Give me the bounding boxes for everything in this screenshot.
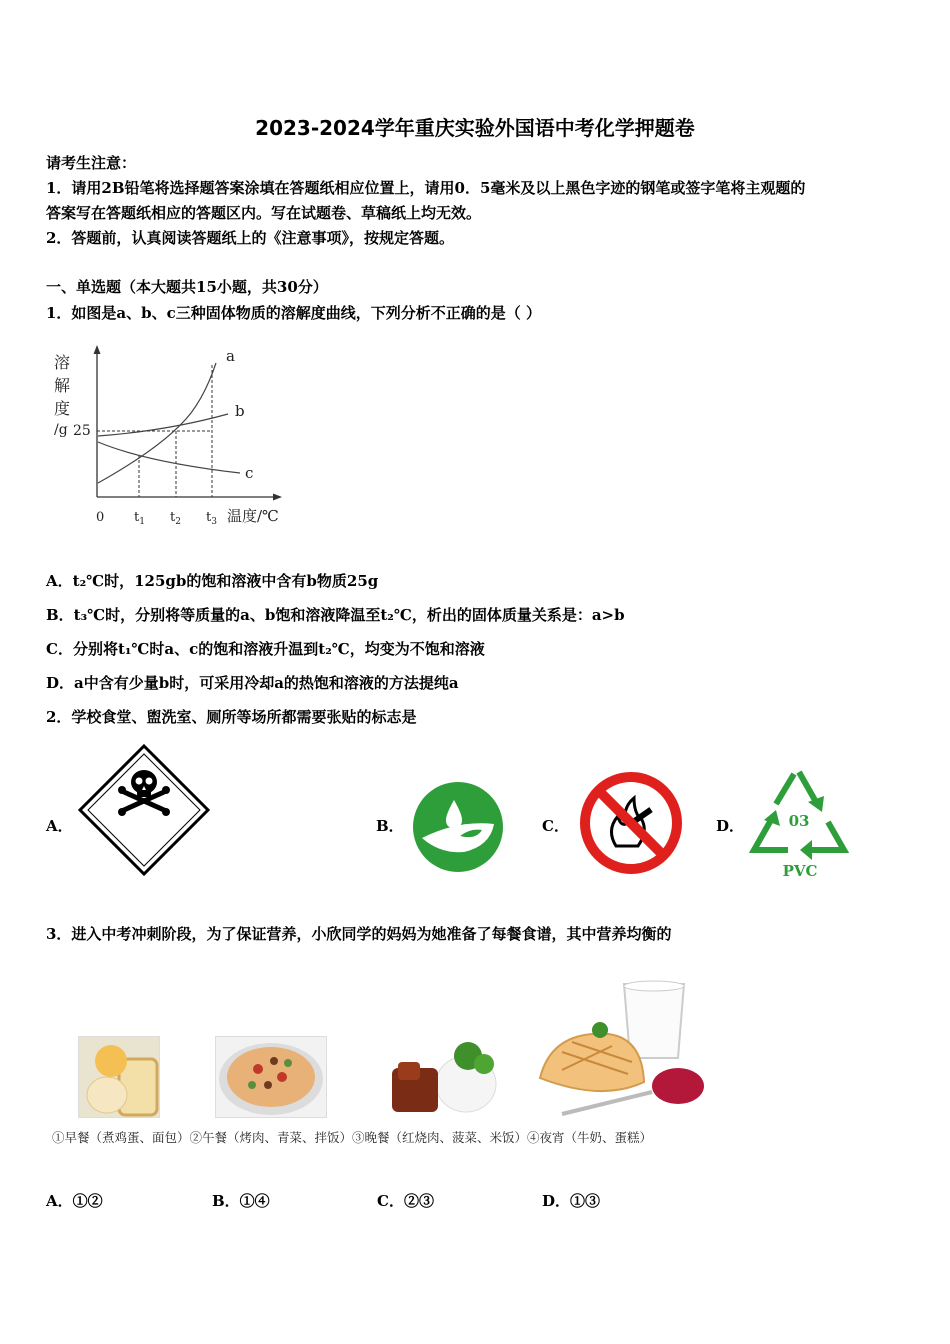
q1-option-a: A．t₂℃时，125gb的饱和溶液中含有b物质25g bbox=[46, 572, 379, 590]
x-axis-arrow bbox=[273, 494, 282, 501]
curve-a bbox=[98, 363, 216, 483]
q1-option-c: C．分别将t₁℃时a、c的饱和溶液升温到t₂℃，均变为不饱和溶液 bbox=[46, 640, 485, 658]
page-title: 2023-2024学年重庆实验外国语中考化学押题卷 bbox=[255, 116, 695, 140]
label-a: a bbox=[226, 347, 235, 365]
ylabel-char-2: 解 bbox=[54, 376, 71, 395]
curve-c bbox=[98, 442, 240, 473]
toxic-sign-icon bbox=[76, 742, 212, 878]
q3-option-b: B．①④ bbox=[212, 1192, 270, 1210]
curve-b bbox=[98, 414, 228, 436]
notice-line-1b: 答案写在答题纸相应的答题区内。写在试题卷、草稿纸上均无效。 bbox=[46, 204, 482, 222]
q3-option-d: D．①③ bbox=[542, 1192, 601, 1210]
ylabel-char-1: 溶 bbox=[54, 353, 71, 372]
breakfast-image bbox=[78, 1036, 160, 1118]
section-heading: 一、单选题（本大题共15小题，共30分） bbox=[46, 278, 328, 296]
label-b: b bbox=[235, 402, 245, 420]
x-axis-label: 温度/℃ bbox=[227, 507, 279, 525]
label-c: c bbox=[245, 464, 254, 482]
water-saving-sign-icon bbox=[410, 780, 506, 874]
y-axis-arrow bbox=[94, 345, 101, 354]
q3-stem: 3．进入中考冲刺阶段，为了保证营养，小欣同学的妈妈为她准备了每餐食谱，其中营养均衡的 bbox=[46, 925, 672, 943]
tick-t1: $t_1$ bbox=[134, 510, 145, 527]
q2-label-d: D． bbox=[716, 817, 745, 835]
tick-t2: $t_2$ bbox=[170, 510, 181, 527]
ylabel-char-4: /g bbox=[54, 422, 68, 438]
recycle-text: PVC bbox=[782, 862, 818, 880]
q3-caption: ①早餐（煮鸡蛋、面包）②午餐（烤肉、青菜、拌饭）③晚餐（红烧肉、菠菜、米饭）④夜宵（牛奶、蛋糕） bbox=[52, 1130, 653, 1145]
recycle-number: 03 bbox=[788, 812, 810, 830]
q2-label-c: C． bbox=[542, 817, 569, 835]
ylabel-char-3: 度 bbox=[54, 399, 71, 418]
q2-label-b: B． bbox=[376, 817, 404, 835]
q3-option-c: C．②③ bbox=[377, 1192, 434, 1210]
tick-t3: $t_3$ bbox=[206, 510, 217, 527]
dinner-image bbox=[388, 1040, 498, 1120]
snack-image bbox=[532, 974, 708, 1124]
origin-label: 0 bbox=[96, 510, 105, 525]
solubility-graph bbox=[46, 335, 296, 535]
lunch-image bbox=[215, 1036, 327, 1118]
q1-option-d: D．a中含有少量b时，可采用冷却a的热饱和溶液的方法提纯a bbox=[46, 674, 459, 692]
notice-line-1a: 1．请用2B铅笔将选择题答案涂填在答题纸相应位置上，请用0．5毫米及以上黑色字迹的钢笔或签字笔将主观题的 bbox=[46, 179, 806, 197]
q2-label-a: A． bbox=[46, 817, 73, 835]
q1-option-b: B．t₃℃时，分别将等质量的a、b饱和溶液降温至t₂℃，析出的固体质量关系是：a>b bbox=[46, 606, 625, 624]
notice-line-2: 2．答题前，认真阅读答题纸上的《注意事项》，按规定答题。 bbox=[46, 229, 454, 247]
no-fire-sign-icon bbox=[576, 768, 686, 878]
q3-option-a: A．①② bbox=[46, 1192, 103, 1210]
recycle-pvc-icon bbox=[744, 764, 854, 882]
q2-stem: 2．学校食堂、盥洗室、厕所等场所都需要张贴的标志是 bbox=[46, 708, 417, 726]
y-tick-25: 25 bbox=[73, 423, 91, 439]
notice-heading: 请考生注意： bbox=[46, 154, 137, 172]
q1-stem: 1．如图是a、b、c三种固体物质的溶解度曲线，下列分析不正确的是（ ） bbox=[46, 304, 542, 322]
